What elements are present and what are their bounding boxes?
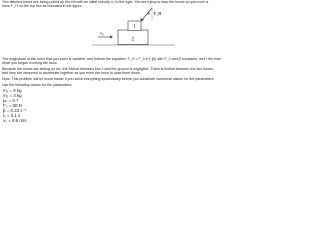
note-text: Note: This problem will be much easier if you solve everything symbolically before you substitute numerical values for the parameters. [2,77,215,81]
variable-beta: β = 0.23 s⁻¹ [3,108,27,113]
variable-f0: F₀ = 80 N [3,103,22,108]
intro-line-2: force F_H on the top box as indicated in the figure. [2,4,83,8]
paragraph-friction: Because the boxes are sliding on ice, the friction between box 2 and the ground is negligible. There is friction between the two boxes, [2,67,214,71]
velocity-arrowhead [110,36,113,39]
velocity-label: v₀ [100,30,104,36]
paragraph-force-equation: The magnitude of the force that you exert is variable, and follows the equation: F_H = F_0 e^(-βt) with F_0 and β constants, and t the time [2,57,221,61]
intro-line-1: Two stacked boxes are being pulled up the hill with an initial velocity v₀ to the right. You are trying to stop the boxes so you exert a [2,0,209,4]
variable-mu-k: μₖ = 0.7 [3,98,19,103]
variable-m1: m₁ = 9 kg [3,88,22,93]
box-2-label: 2 [131,37,135,43]
theta-label: θ [147,11,150,16]
variable-m2: m₂ = 4 kg [3,93,22,98]
force-label: F_H [154,11,162,16]
given-values-heading: Use the following values for the parameters: [2,83,73,87]
box-1-label: 1 [133,24,136,30]
paragraph-friction-cont: and they are observed to accelerate together as you exert the force to slow them down. [2,71,141,75]
variable-v0: v₀ = 9.6 m/s [3,118,27,123]
paragraph-force-equation-cont: since you began exerting the force. [2,61,58,65]
variable-t1: t₁ = 3.1 s [3,113,21,118]
